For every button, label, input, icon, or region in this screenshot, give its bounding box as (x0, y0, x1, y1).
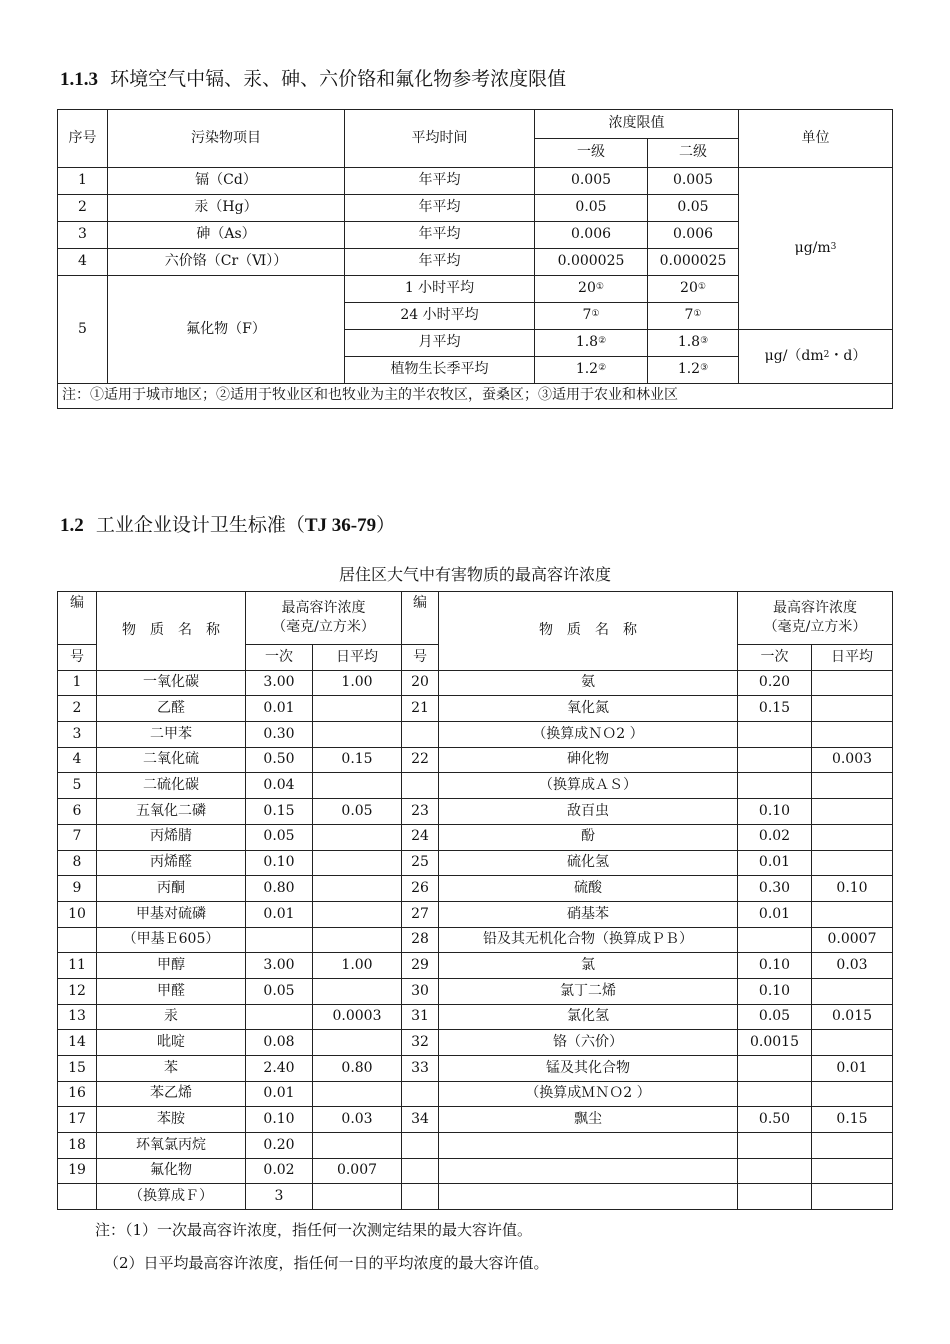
no-right-cell: 29 (402, 953, 439, 979)
seq-cell: 3 (58, 222, 108, 249)
table-row (58, 927, 893, 953)
no-left-cell: 3 (58, 722, 97, 748)
pollutant-cell: 六价铬（Cr（Ⅵ）） (108, 249, 345, 276)
once-left-cell: 0.01 (246, 901, 313, 927)
once-right-cell (738, 747, 812, 773)
name-right-cell (439, 1133, 738, 1159)
grade-1-cell (535, 303, 648, 330)
daily-left-cell: 0.007 (313, 1158, 402, 1184)
no-left-cell (58, 927, 97, 953)
name-left-cell: 丙酮 (97, 876, 246, 902)
once-left-cell: 2.40 (246, 1056, 313, 1082)
pollutant-cell: 砷（As） (108, 222, 345, 249)
once-right-cell: 0.05 (738, 1004, 812, 1030)
no-left-cell: 11 (58, 953, 97, 979)
no-right-cell (402, 773, 439, 799)
header-name-right: 物 质 名 称 (439, 592, 738, 671)
table-row (58, 1056, 893, 1082)
grade-2-cell: 0.005 (648, 168, 739, 195)
pollutant-cell: 汞（Hg） (108, 195, 345, 222)
daily-right-cell: 0.01 (812, 1056, 893, 1082)
header-max-unit: （毫克/立方米） (272, 619, 375, 635)
daily-left-cell: 0.80 (313, 1056, 402, 1082)
table-row (58, 1107, 893, 1133)
table-row (58, 1133, 893, 1159)
name-right-cell: （换算成ＭＮＯ2 ） (439, 1081, 738, 1107)
grade-1-cell: 0.006 (535, 222, 648, 249)
no-left-cell: 6 (58, 799, 97, 825)
grade-1-cell: 0.000025 (535, 249, 648, 276)
header-seq: 序号 (58, 110, 108, 168)
unit-subscript: 3 (830, 241, 837, 252)
once-left-cell: 0.05 (246, 978, 313, 1004)
once-right-cell (738, 1184, 812, 1210)
once-left-cell: 0.05 (246, 824, 313, 850)
no-left-cell: 2 (58, 696, 97, 722)
daily-right-cell (812, 670, 893, 696)
no-right-cell: 26 (402, 876, 439, 902)
footnote-mark: ③ (700, 363, 709, 374)
no-left-cell: 14 (58, 1030, 97, 1056)
daily-right-cell (812, 850, 893, 876)
once-right-cell (738, 1158, 812, 1184)
header-max-title: 最高容许浓度 (281, 599, 366, 616)
once-left-cell: 3 (246, 1184, 313, 1210)
daily-left-cell (313, 1184, 402, 1210)
header-unit: 单位 (739, 110, 893, 168)
grade-1-cell (535, 276, 648, 303)
daily-right-cell (812, 901, 893, 927)
table-row (58, 168, 893, 195)
once-right-cell: 0.10 (738, 978, 812, 1004)
grade-2-cell (648, 330, 739, 357)
section-2-heading (60, 510, 395, 537)
seq-cell: 4 (58, 249, 108, 276)
daily-right-cell (812, 824, 893, 850)
daily-left-cell: 1.00 (313, 670, 402, 696)
section-2-title: 工业企业设计卫生标准（ (95, 514, 305, 536)
seq-cell: 1 (58, 168, 108, 195)
table-row (58, 901, 893, 927)
table-row (58, 824, 893, 850)
header-daily-left: 日平均 (313, 645, 402, 671)
daily-right-cell (812, 799, 893, 825)
header-once-right: 一次 (738, 645, 812, 671)
once-right-cell (738, 927, 812, 953)
grade-2-cell: 0.05 (648, 195, 739, 222)
value: 1.8 (677, 334, 701, 351)
unit-cell-ugdm2d (739, 330, 893, 384)
once-left-cell: 0.08 (246, 1030, 313, 1056)
value: 7 (582, 307, 592, 324)
name-left-cell: 二氧化硫 (97, 747, 246, 773)
no-right-cell: 20 (402, 670, 439, 696)
no-left-cell: 19 (58, 1158, 97, 1184)
footnote-mark: ① (595, 282, 604, 293)
no-left-cell: 16 (58, 1081, 97, 1107)
daily-left-cell: 0.03 (313, 1107, 402, 1133)
daily-right-cell (812, 1081, 893, 1107)
table-row (58, 1081, 893, 1107)
no-right-cell: 21 (402, 696, 439, 722)
unit-text: μg/m (794, 239, 831, 256)
once-right-cell: 0.01 (738, 850, 812, 876)
unit-text: μg/（dm (764, 347, 824, 364)
once-left-cell: 3.00 (246, 670, 313, 696)
section-2-number: 1.2 (60, 515, 84, 536)
once-left-cell: 0.01 (246, 1081, 313, 1107)
daily-right-cell (812, 1133, 893, 1159)
no-right-cell: 28 (402, 927, 439, 953)
daily-left-cell: 0.15 (313, 747, 402, 773)
no-left-cell: 7 (58, 824, 97, 850)
footnote-mark: ② (598, 336, 607, 347)
once-left-cell (246, 1004, 313, 1030)
daily-right-cell: 0.10 (812, 876, 893, 902)
header-max-right (738, 592, 893, 645)
name-left-cell: 汞 (97, 1004, 246, 1030)
grade-2-cell (648, 276, 739, 303)
once-left-cell: 0.20 (246, 1133, 313, 1159)
daily-left-cell (313, 696, 402, 722)
header-limit: 浓度限值 (535, 110, 739, 139)
time-cell: 月平均 (345, 330, 535, 357)
footnote-mark: ① (697, 282, 706, 293)
name-left-cell: 甲基对硫磷 (97, 901, 246, 927)
once-right-cell: 0.0015 (738, 1030, 812, 1056)
daily-right-cell (812, 722, 893, 748)
no-right-cell: 24 (402, 824, 439, 850)
unit-subscript: 2 (823, 349, 830, 360)
daily-left-cell (313, 978, 402, 1004)
once-right-cell: 0.02 (738, 824, 812, 850)
table-row (58, 953, 893, 979)
once-left-cell: 0.10 (246, 1107, 313, 1133)
header-no-right: 编 (402, 592, 439, 645)
once-left-cell: 0.30 (246, 722, 313, 748)
no-left-cell: 12 (58, 978, 97, 1004)
daily-left-cell (313, 1030, 402, 1056)
once-right-cell (738, 1056, 812, 1082)
seq-cell: 5 (58, 276, 108, 384)
name-right-cell: 铅及其无机化合物（换算成ＰＢ） (439, 927, 738, 953)
value: 20 (578, 280, 596, 297)
table-row (58, 1184, 893, 1210)
name-left-cell: 苯乙烯 (97, 1081, 246, 1107)
value: 7 (684, 307, 694, 324)
once-right-cell: 0.30 (738, 876, 812, 902)
no-right-cell: 27 (402, 901, 439, 927)
once-right-cell: 0.10 (738, 799, 812, 825)
daily-left-cell (313, 722, 402, 748)
footnote-mark: ② (598, 363, 607, 374)
time-cell: 植物生长季平均 (345, 357, 535, 384)
no-right-cell (402, 1081, 439, 1107)
no-right-cell: 32 (402, 1030, 439, 1056)
no-left-cell: 5 (58, 773, 97, 799)
no-right-cell (402, 1184, 439, 1210)
time-cell: 年平均 (345, 168, 535, 195)
name-left-cell: 氟化物 (97, 1158, 246, 1184)
name-right-cell: （换算成ＮＯ2 ） (439, 722, 738, 748)
once-right-cell: 0.15 (738, 696, 812, 722)
name-left-cell: 乙醛 (97, 696, 246, 722)
once-right-cell: 0.10 (738, 953, 812, 979)
daily-left-cell: 0.05 (313, 799, 402, 825)
daily-left-cell: 0.0003 (313, 1004, 402, 1030)
name-left-cell: 甲醇 (97, 953, 246, 979)
value: 20 (680, 280, 698, 297)
name-right-cell: 酚 (439, 824, 738, 850)
table-row (58, 773, 893, 799)
daily-right-cell: 0.03 (812, 953, 893, 979)
daily-right-cell (812, 1184, 893, 1210)
no-left-cell: 15 (58, 1056, 97, 1082)
table-caption: 居住区大气中有害物质的最高容许浓度 (338, 565, 611, 584)
time-cell: 年平均 (345, 249, 535, 276)
daily-right-cell (812, 978, 893, 1004)
daily-left-cell (313, 824, 402, 850)
name-left-cell: 苯胺 (97, 1107, 246, 1133)
header-pollutant: 污染物项目 (108, 110, 345, 168)
no-right-cell (402, 1133, 439, 1159)
no-right-cell: 34 (402, 1107, 439, 1133)
name-right-cell: 氨 (439, 670, 738, 696)
name-left-cell: 环氧氯丙烷 (97, 1133, 246, 1159)
once-right-cell (738, 773, 812, 799)
name-left-cell: 苯 (97, 1056, 246, 1082)
no-right-cell (402, 722, 439, 748)
unit-cell-ugm3 (739, 168, 893, 330)
no-left-cell: 9 (58, 876, 97, 902)
no-left-cell: 18 (58, 1133, 97, 1159)
once-left-cell: 0.10 (246, 850, 313, 876)
table-row (58, 670, 893, 696)
daily-right-cell: 0.15 (812, 1107, 893, 1133)
name-left-cell: 一氧化碳 (97, 670, 246, 696)
grade-2-cell: 0.000025 (648, 249, 739, 276)
daily-left-cell: 1.00 (313, 953, 402, 979)
time-cell: 年平均 (345, 195, 535, 222)
no-right-cell: 23 (402, 799, 439, 825)
time-cell: 1 小时平均 (345, 276, 535, 303)
no-left-cell: 13 (58, 1004, 97, 1030)
daily-left-cell (313, 876, 402, 902)
name-right-cell (439, 1184, 738, 1210)
name-right-cell: 硫酸 (439, 876, 738, 902)
footnote-1: 注：（1）一次最高容许浓度，指任何一次测定结果的最大容许值。 (95, 1221, 533, 1239)
daily-left-cell (313, 850, 402, 876)
daily-right-cell: 0.003 (812, 747, 893, 773)
name-left-cell: 吡啶 (97, 1030, 246, 1056)
footnote-mark: ① (591, 309, 600, 320)
section-1-heading (60, 64, 566, 91)
name-right-cell: 铬（六价） (439, 1030, 738, 1056)
value: 1.8 (575, 334, 599, 351)
name-right-cell: 敌百虫 (439, 799, 738, 825)
name-left-cell: （换算成Ｆ） (97, 1184, 246, 1210)
table-row (58, 1158, 893, 1184)
no-left-cell: 8 (58, 850, 97, 876)
daily-left-cell (313, 773, 402, 799)
footnotes (95, 1214, 549, 1280)
section-2-title-end: ） (376, 514, 396, 536)
footnote-mark: ① (693, 309, 702, 320)
once-right-cell (738, 1081, 812, 1107)
footnote-mark: ③ (700, 336, 709, 347)
pollutant-cell: 镉（Cd） (108, 168, 345, 195)
value: 1.2 (677, 361, 701, 378)
once-left-cell (246, 927, 313, 953)
header-no-right-bottom: 号 (402, 645, 439, 671)
once-right-cell: 0.20 (738, 670, 812, 696)
grade-2-cell (648, 357, 739, 384)
concentration-limit-table (57, 109, 893, 409)
grade-2-cell: 0.006 (648, 222, 739, 249)
name-right-cell: （换算成ＡＳ） (439, 773, 738, 799)
name-left-cell: 五氧化二磷 (97, 799, 246, 825)
table-row (58, 1030, 893, 1056)
table-row (58, 799, 893, 825)
daily-left-cell (313, 1133, 402, 1159)
no-right-cell: 22 (402, 747, 439, 773)
name-right-cell: 硝基苯 (439, 901, 738, 927)
name-left-cell: 二硫化碳 (97, 773, 246, 799)
seq-cell: 2 (58, 195, 108, 222)
daily-left-cell (313, 901, 402, 927)
daily-right-cell: 0.015 (812, 1004, 893, 1030)
once-left-cell: 0.15 (246, 799, 313, 825)
once-left-cell: 3.00 (246, 953, 313, 979)
footnote-2: （2）日平均最高容许浓度，指任何一日的平均浓度的最大容许值。 (104, 1254, 549, 1272)
daily-right-cell (812, 773, 893, 799)
table-body (58, 670, 893, 1209)
grade-1-cell: 0.05 (535, 195, 648, 222)
no-left-cell: 1 (58, 670, 97, 696)
name-right-cell: 氯丁二烯 (439, 978, 738, 1004)
daily-right-cell (812, 1030, 893, 1056)
no-left-cell: 17 (58, 1107, 97, 1133)
daily-right-cell (812, 696, 893, 722)
header-grade-1: 一级 (535, 139, 648, 168)
name-right-cell (439, 1158, 738, 1184)
daily-right-cell (812, 1158, 893, 1184)
name-right-cell: 锰及其化合物 (439, 1056, 738, 1082)
table-row (58, 978, 893, 1004)
name-left-cell: 二甲苯 (97, 722, 246, 748)
no-left-cell: 10 (58, 901, 97, 927)
no-left-cell: 4 (58, 747, 97, 773)
table-row (58, 1004, 893, 1030)
header-no-left: 编 (58, 592, 97, 645)
once-left-cell: 0.04 (246, 773, 313, 799)
daily-left-cell (313, 1081, 402, 1107)
name-left-cell: 甲醛 (97, 978, 246, 1004)
table-note: 注：①适用于城市地区；②适用于牧业区和也牧业为主的半农牧区，蚕桑区；③适用于农业和林业区 (58, 384, 893, 409)
pollutant-cell: 氟化物（F） (108, 276, 345, 384)
no-left-cell (58, 1184, 97, 1210)
daily-left-cell (313, 927, 402, 953)
table-row (58, 876, 893, 902)
grade-1-cell: 0.005 (535, 168, 648, 195)
once-left-cell: 0.01 (246, 696, 313, 722)
table-row (58, 850, 893, 876)
once-left-cell: 0.50 (246, 747, 313, 773)
once-right-cell (738, 722, 812, 748)
once-right-cell: 0.01 (738, 901, 812, 927)
no-right-cell: 25 (402, 850, 439, 876)
no-right-cell: 30 (402, 978, 439, 1004)
header-max-title: 最高容许浓度 (773, 599, 857, 616)
section-1-title: 环境空气中镉、汞、砷、六价铬和氟化物参考浓度限值 (110, 68, 567, 90)
name-right-cell: 砷化物 (439, 747, 738, 773)
header-avg-time: 平均时间 (345, 110, 535, 168)
table-row (58, 747, 893, 773)
once-left-cell: 0.02 (246, 1158, 313, 1184)
grade-1-cell (535, 330, 648, 357)
no-right-cell: 31 (402, 1004, 439, 1030)
section-1-number: 1.1.3 (60, 69, 98, 90)
grade-1-cell (535, 357, 648, 384)
time-cell: 24 小时平均 (345, 303, 535, 330)
once-left-cell: 0.80 (246, 876, 313, 902)
name-right-cell: 氯 (439, 953, 738, 979)
header-name-left: 物 质 名 称 (97, 592, 246, 671)
header-max-left (246, 592, 402, 645)
table-row (58, 722, 893, 748)
header-grade-2: 二级 (648, 139, 739, 168)
once-right-cell: 0.50 (738, 1107, 812, 1133)
section-2-code: TJ 36-79 (304, 515, 377, 536)
name-right-cell: 飘尘 (439, 1107, 738, 1133)
name-right-cell: 氯化氢 (439, 1004, 738, 1030)
time-cell: 年平均 (345, 222, 535, 249)
name-left-cell: 丙烯腈 (97, 824, 246, 850)
unit-text-end: ・d） (829, 347, 867, 364)
max-concentration-table (57, 591, 893, 1210)
table-row (58, 696, 893, 722)
name-left-cell: （甲基Ｅ605） (97, 927, 246, 953)
name-right-cell: 硫化氢 (439, 850, 738, 876)
name-right-cell: 氧化氮 (439, 696, 738, 722)
header-no-left-bottom: 号 (58, 645, 97, 671)
header-max-unit: （毫克/立方米） (763, 619, 867, 635)
name-left-cell: 丙烯醛 (97, 850, 246, 876)
value: 1.2 (575, 361, 599, 378)
no-right-cell (402, 1158, 439, 1184)
no-right-cell: 33 (402, 1056, 439, 1082)
header-once-left: 一次 (246, 645, 313, 671)
header-daily-right: 日平均 (812, 645, 893, 671)
daily-right-cell: 0.0007 (812, 927, 893, 953)
grade-2-cell (648, 303, 739, 330)
once-right-cell (738, 1133, 812, 1159)
